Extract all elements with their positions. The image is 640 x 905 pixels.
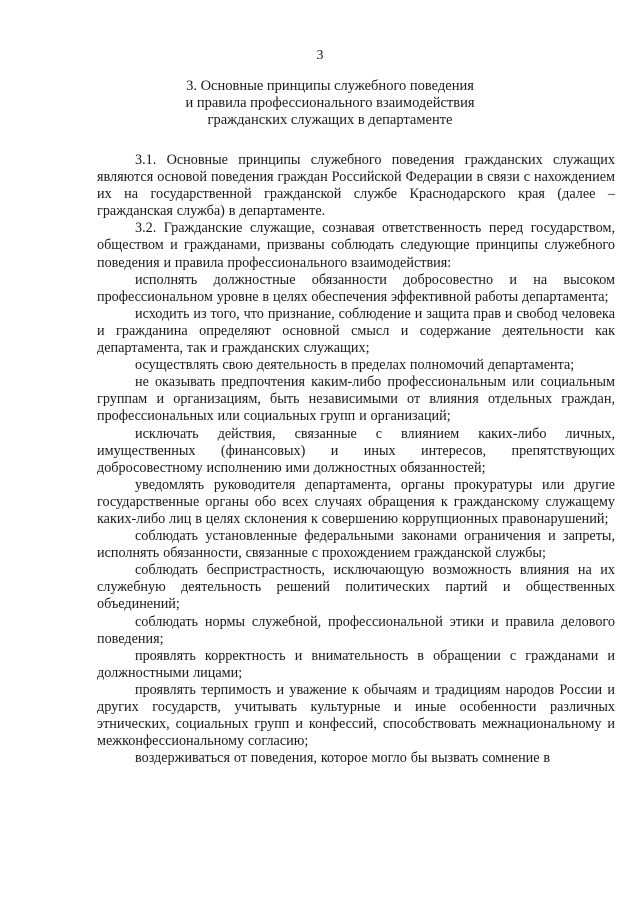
paragraph: проявлять терпимость и уважение к обычаям и традициям народов России и других государств, учитывать культурные и иные особенности различных этнических, социальных групп и конфессий, способствовать межнациональному и межконфессиональному согласию; bbox=[97, 681, 615, 750]
paragraph: 3.1. Основные принципы служебного поведения гражданских служащих являются основой поведения граждан Российской Федерации в связи с нахождением их на государственной гражданской службе Краснодарского края (далее – гражданская служба) в департаменте. bbox=[97, 152, 615, 220]
paragraph: не оказывать предпочтения каким-либо профессиональным или социальным группам и организациям, быть независимыми от влияния отдельных граждан, профессиональных или социальных групп и организаций; bbox=[97, 374, 615, 425]
section-title bbox=[100, 78, 560, 129]
paragraph: соблюдать нормы служебной, профессиональной этики и правила делового поведения; bbox=[97, 613, 615, 647]
document-body bbox=[97, 152, 615, 767]
paragraph: исполнять должностные обязанности добросовестно и на высоком профессиональном уровне в целях обеспечения эффективной работы департамента; bbox=[97, 271, 615, 305]
paragraph: воздерживаться от поведения, которое могло бы вызвать сомнение в bbox=[135, 750, 551, 767]
paragraph: исключать действия, связанные с влиянием каких-либо личных, имущественных (финансовых) и иных интересов, препятствующих добросовестному исполнению ими должностных обязанностей; bbox=[97, 425, 615, 476]
page-number: 3 bbox=[316, 48, 324, 63]
paragraph: уведомлять руководителя департамента, органы прокуратуры или другие государственные органы обо всех случаях обращения к гражданскому служащему каких-либо лиц в целях склонения к совершению коррупционных правонарушений; bbox=[97, 476, 615, 527]
section-title-line: гражданских служащих в департаменте bbox=[207, 112, 453, 128]
paragraph: соблюдать установленные федеральными законами ограничения и запреты, исполнять обязанности, связанные с прохождением гражданской службы; bbox=[97, 528, 615, 562]
paragraph: исходить из того, что признание, соблюдение и защита прав и свобод человека и гражданина определяют основной смысл и содержание деятельности как департамента, так и гражданских служащих; bbox=[97, 305, 615, 357]
section-title-line: 3. Основные принципы служебного поведения bbox=[186, 78, 474, 94]
paragraph: соблюдать беспристрастность, исключающую возможность влияния на их служебную деятельность решений политических партий и общественных объединений; bbox=[97, 562, 615, 613]
paragraph: проявлять корректность и внимательность в обращении с гражданами и должностными лицами; bbox=[97, 647, 615, 681]
paragraph: 3.2. Гражданские служащие, сознавая ответственность перед государством, обществом и гражданами, призваны соблюдать следующие принципы служебного поведения и правила профессионального взаимодействия: bbox=[97, 220, 615, 271]
section-title-line: и правила профессионального взаимодействия bbox=[185, 95, 475, 111]
paragraph: осуществлять свою деятельность в пределах полномочий департамента; bbox=[135, 357, 575, 374]
